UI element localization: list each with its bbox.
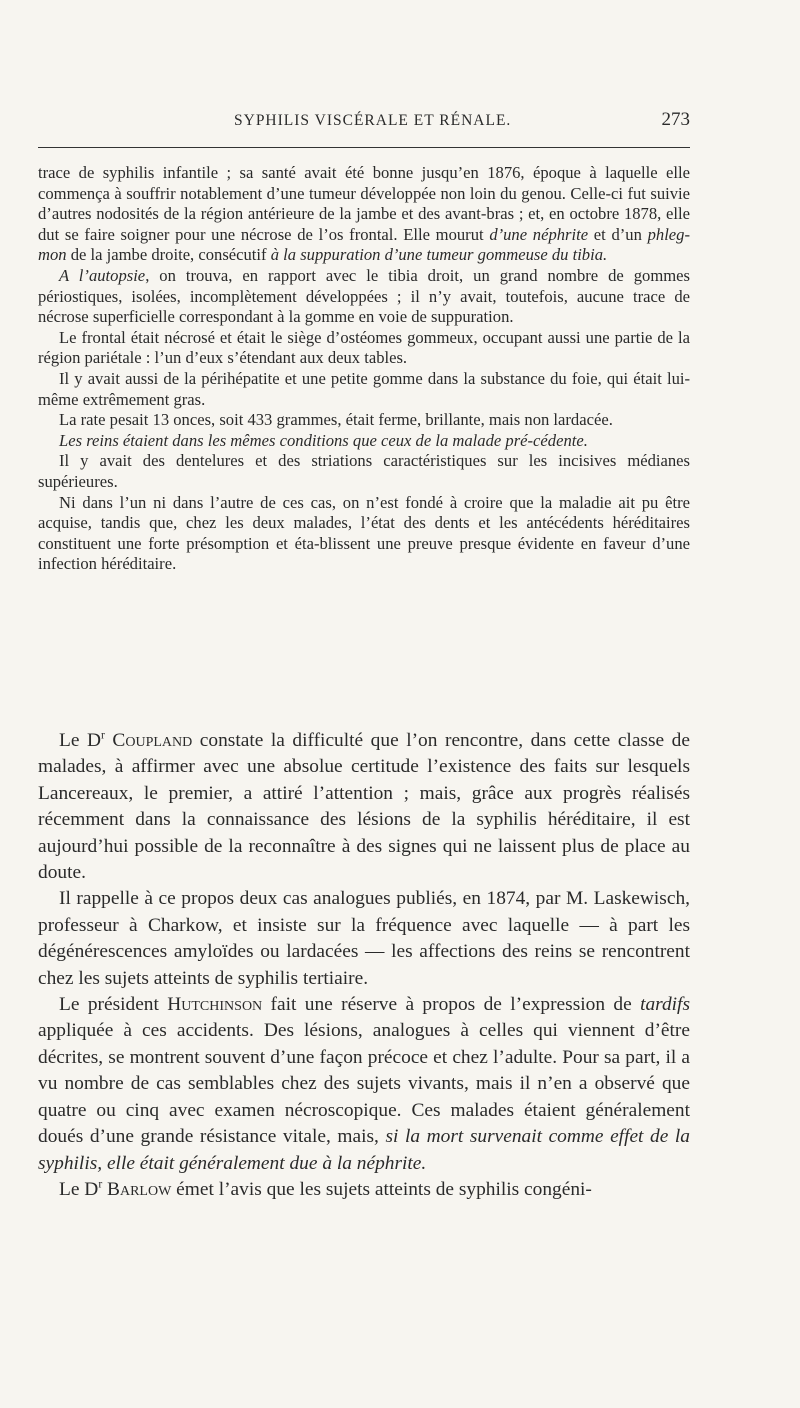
paragraph-7: Il y avait des dentelures et des striations caractéristiques sur les incisives médianes supérieures. bbox=[38, 451, 690, 491]
italic-span: à la suppuration d’une tumeur gommeuse du tibia. bbox=[270, 245, 608, 265]
paragraph-4: Il y avait aussi de la périhépatite et une petite gomme dans la substance du foie, qui était lui-même extrêmement gras. bbox=[38, 368, 690, 409]
text-span: de la jambe droite, consécutif bbox=[66, 245, 271, 265]
text-span: émet l’avis que les sujets atteints de syphilis congéni- bbox=[171, 1178, 592, 1200]
italic-span: A l’autopsie bbox=[59, 265, 146, 285]
text-span: appliquée à ces accidents. Des lésions, analogues à celles qui viennent d’être décrites, se montrent souvent d’une façon précoce et chez l’adulte. Pour sa part, il a vu nombre de cas semblables chez des sujets vivants, mais il n’en a observé que quatre ou cinq avec examen nécroscopique. Ces malades étaient généralement doués d’une grande résistance vitale, mais, bbox=[38, 1020, 690, 1148]
text-span: , on trouva, en rapport avec le tibia droit, un grand nombre de gommes périostiques, isolées, incomplètement développées ; il n’y avait, toutefois, aucune trace de nécrose superficielle correspondant à la gomme en voie de suppuration. bbox=[38, 265, 690, 327]
case-report-text bbox=[38, 163, 690, 575]
discussion-text bbox=[38, 728, 690, 1203]
paragraph-6 bbox=[38, 431, 690, 452]
paragraph-9 bbox=[38, 728, 690, 886]
superscript: r bbox=[98, 1177, 103, 1191]
author-name: Barlow bbox=[107, 1178, 172, 1200]
paragraph-1 bbox=[38, 163, 690, 266]
text-span: trace de syphilis infantile ; sa santé avait été bonne jusqu’en 1876, époque à laquelle elle commença à souffrir notablement d’une tumeur développée non loin du genou. Celle-ci fut suivie d’autres nodosités de la région antérieure de la jambe et des avant-bras ; et, en octobre 1878, elle dut se faire soigner pour une nécrose de l’os frontal. Elle mourut bbox=[38, 163, 690, 244]
italic-span: phleg-mon bbox=[38, 224, 690, 265]
paragraph-2 bbox=[38, 266, 690, 328]
paragraph-3: Le frontal était nécrosé et était le siège d’ostéomes gommeux, occupant aussi une partie de la région pariétale : l’un d’eux s’étendant aux deux tables. bbox=[38, 327, 690, 368]
paragraph-8: Ni dans l’un ni dans l’autre de ces cas, on n’est fondé à croire que la maladie ait pu être acquise, tandis que, chez les deux malades, l’état des dents et les antécédents héréditaires constituent une forte présomption et éta-blissent une preuve presque évidente en faveur d’une infection héréditaire. bbox=[38, 492, 690, 574]
author-name: Coupland bbox=[112, 730, 193, 751]
author-name: Hutchinson bbox=[167, 994, 263, 1016]
paragraph-12 bbox=[38, 1177, 690, 1203]
italic-span: d’une néphrite bbox=[489, 224, 589, 244]
italic-span: si la mort survenait comme effet de la syphilis, elle était généralement due à la néphrite. bbox=[38, 1126, 690, 1174]
text-span: Le D bbox=[59, 1178, 99, 1200]
text-span: Le président bbox=[59, 994, 168, 1016]
text-span: Le D bbox=[59, 730, 101, 751]
page-header bbox=[38, 104, 690, 144]
text-span: et d’un bbox=[588, 224, 648, 244]
page-number: 273 bbox=[661, 109, 690, 130]
text-span: constate la difficulté que l’on rencontre, dans cette classe de malades, à affirmer avec une absolue certitude l’existence des faits sur lesquels Lancereaux, le premier, a attiré l’attention ; mais, grâce aux progrès réalisés récemment dans la connaissance des lésions de la syphilis héréditaire, il est aujourd’hui possible de la reconnaître à des signes qui ne laissent plus de place au doute. bbox=[38, 730, 690, 884]
italic-span: tardifs bbox=[640, 994, 690, 1016]
running-title: SYPHILIS VISCÉRALE ET RÉNALE. bbox=[234, 112, 512, 129]
italic-span: Les reins étaient dans les mêmes conditions que ceux de la malade pré-cédente. bbox=[59, 430, 588, 450]
superscript: r bbox=[101, 728, 105, 742]
paragraph-11 bbox=[38, 992, 690, 1177]
paragraph-10: Il rappelle à ce propos deux cas analogues publiés, en 1874, par M. Laskewisch, professeur à Charkow, et insiste sur la fréquence avec laquelle — à part les dégénérescences amyloïdes ou lardacées — les affections des reins se rencontrent chez les sujets atteints de syphilis tertiaire. bbox=[38, 888, 690, 989]
paragraph-5: La rate pesait 13 onces, soit 433 grammes, était ferme, brillante, mais non lardacée. bbox=[59, 410, 613, 430]
text-span: fait une réserve à propos de l’expression de bbox=[262, 994, 641, 1016]
header-rule bbox=[38, 147, 690, 148]
